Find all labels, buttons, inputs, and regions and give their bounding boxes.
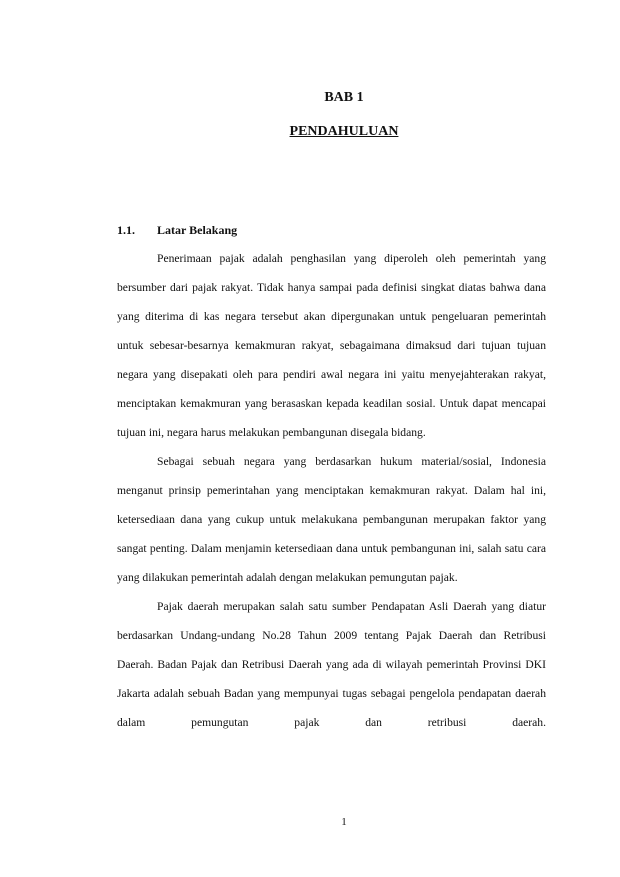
body-text bbox=[117, 244, 546, 737]
page-number: 1 bbox=[341, 816, 347, 828]
section-number: 1.1. bbox=[117, 223, 135, 237]
paragraph: Penerimaan pajak adalah penghasilan yang diperoleh oleh pemerintah yang bersumber dari pajak rakyat. Tidak hanya sampai pada definisi singkat diatas bahwa dana yang diterima di kas negara tersebut akan dipergunakan untuk pengeluaran pemerintah untuk sebesar-besarnya kemakmuran rakyat, sebagaimana dimaksud dari tujuan tujuan negara yang disepakati oleh para pendiri awal negara ini yaitu menyejahterakan rakyat, menciptakan kemakmuran yang berasaskan kepada keadilan sosial. Untuk dapat mencapai tujuan ini, negara harus melakukan pembangunan disegala bidang. bbox=[117, 252, 546, 439]
section-heading bbox=[117, 223, 237, 238]
paragraph: Pajak daerah merupakan salah satu sumber Pendapatan Asli Daerah yang diatur berdasarkan Undang-undang No.28 Tahun 2009 tentang Pajak Daerah dan Retribusi Daerah. Badan Pajak dan Retribusi Daerah yang ada di wilayah pemerintah Provinsi DKI Jakarta adalah sebuah Badan yang mempunyai tugas sebagai pengelola pendapatan daerah dalam pemungutan pajak dan retribusi daerah. bbox=[117, 600, 546, 729]
chapter-title: PENDAHULUAN bbox=[289, 124, 399, 139]
paragraph: Sebagai sebuah negara yang berdasarkan hukum material/sosial, Indonesia menganut prinsip pemerintahan yang menciptakan kemakmuran rakyat. Dalam hal ini, ketersediaan dana yang cukup untuk melakukana pembangunan merupakan faktor yang sangat penting. Dalam menjamin ketersediaan dana untuk pembangunan ini, salah satu cara yang dilakukan pemerintah adalah dengan melakukan pemungutan pajak. bbox=[117, 455, 546, 584]
chapter-label: BAB 1 bbox=[324, 90, 364, 105]
section-title: Latar Belakang bbox=[157, 223, 238, 237]
